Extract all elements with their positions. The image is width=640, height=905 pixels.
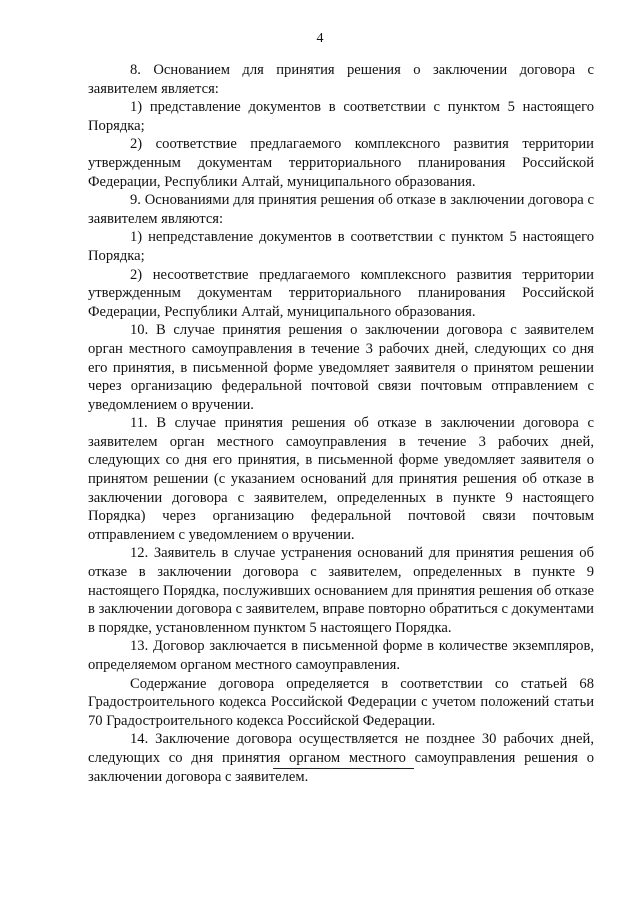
paragraph-13-contents: Содержание договора определяется в соответствии со статьей 68 Градостроительного кодекса Российской Федерации с учетом положений статьи 70 Градостроительного кодекса Российской Федерации. (88, 675, 594, 729)
paragraph-14: 14. Заключение договора осуществляется не позднее 30 рабочих дней, следующих со дня принятия органом местного самоуправления решения о заключении договора с заявителем. (88, 731, 594, 785)
page-number: 4 (316, 31, 324, 46)
paragraph-8: 8. Основанием для принятия решения о заключении договора с заявителем является: (88, 62, 594, 97)
end-of-document-rule (273, 768, 414, 769)
paragraph-8-item-1: 1) представление документов в соответствии с пунктом 5 настоящего Порядка; (88, 99, 594, 134)
document-body (88, 61, 594, 786)
paragraph-11: 11. В случае принятия решения об отказе в заключении договора с заявителем орган местного самоуправления в течение 3 рабочих дней, следующих со дня его принятия, в письменной форме уведомляет заявителя о принятом решении (с указанием оснований для принятия решения об отказе в заключении договора с заявителем, определенных в пункте 9 настоящего Порядка) через организацию федеральной почтовой связи почтовым отправлением с уведомлением о вручении. (88, 415, 594, 543)
paragraph-10: 10. В случае принятия решения о заключении договора с заявителем орган местного самоуправления в течение 3 рабочих дней, следующих со дня его принятия, в письменной форме уведомляет заявителя о принятом решении через организацию федеральной почтовой связи почтовым отправлением с уведомлением о вручении. (88, 322, 594, 413)
paragraph-9-item-1: 1) непредставление документов в соответствии с пунктом 5 настоящего Порядка; (88, 229, 594, 264)
paragraph-9: 9. Основаниями для принятия решения об отказе в заключении договора с заявителем являются: (88, 192, 594, 227)
paragraph-13: 13. Договор заключается в письменной форме в количестве экземпляров, определяемом органом местного самоуправления. (88, 638, 594, 673)
paragraph-8-item-2: 2) соответствие предлагаемого комплексного развития территории утвержденным документам территориального планирования Российской Федерации, Республики Алтай, муниципального образования. (88, 136, 594, 190)
paragraph-9-item-2: 2) несоответствие предлагаемого комплексного развития территории утвержденным документам территориального планирования Российской Федерации, Республики Алтай, муниципального образования. (88, 266, 594, 320)
paragraph-12: 12. Заявитель в случае устранения оснований для принятия решения об отказе в заключении договора с заявителем, определенных в пункте 9 настоящего Порядка, послуживших основанием для принятия решения об отказе в заключении договора с заявителем, вправе повторно обратиться с документами в порядке, установленном пунктом 5 настоящего Порядка. (88, 545, 594, 636)
